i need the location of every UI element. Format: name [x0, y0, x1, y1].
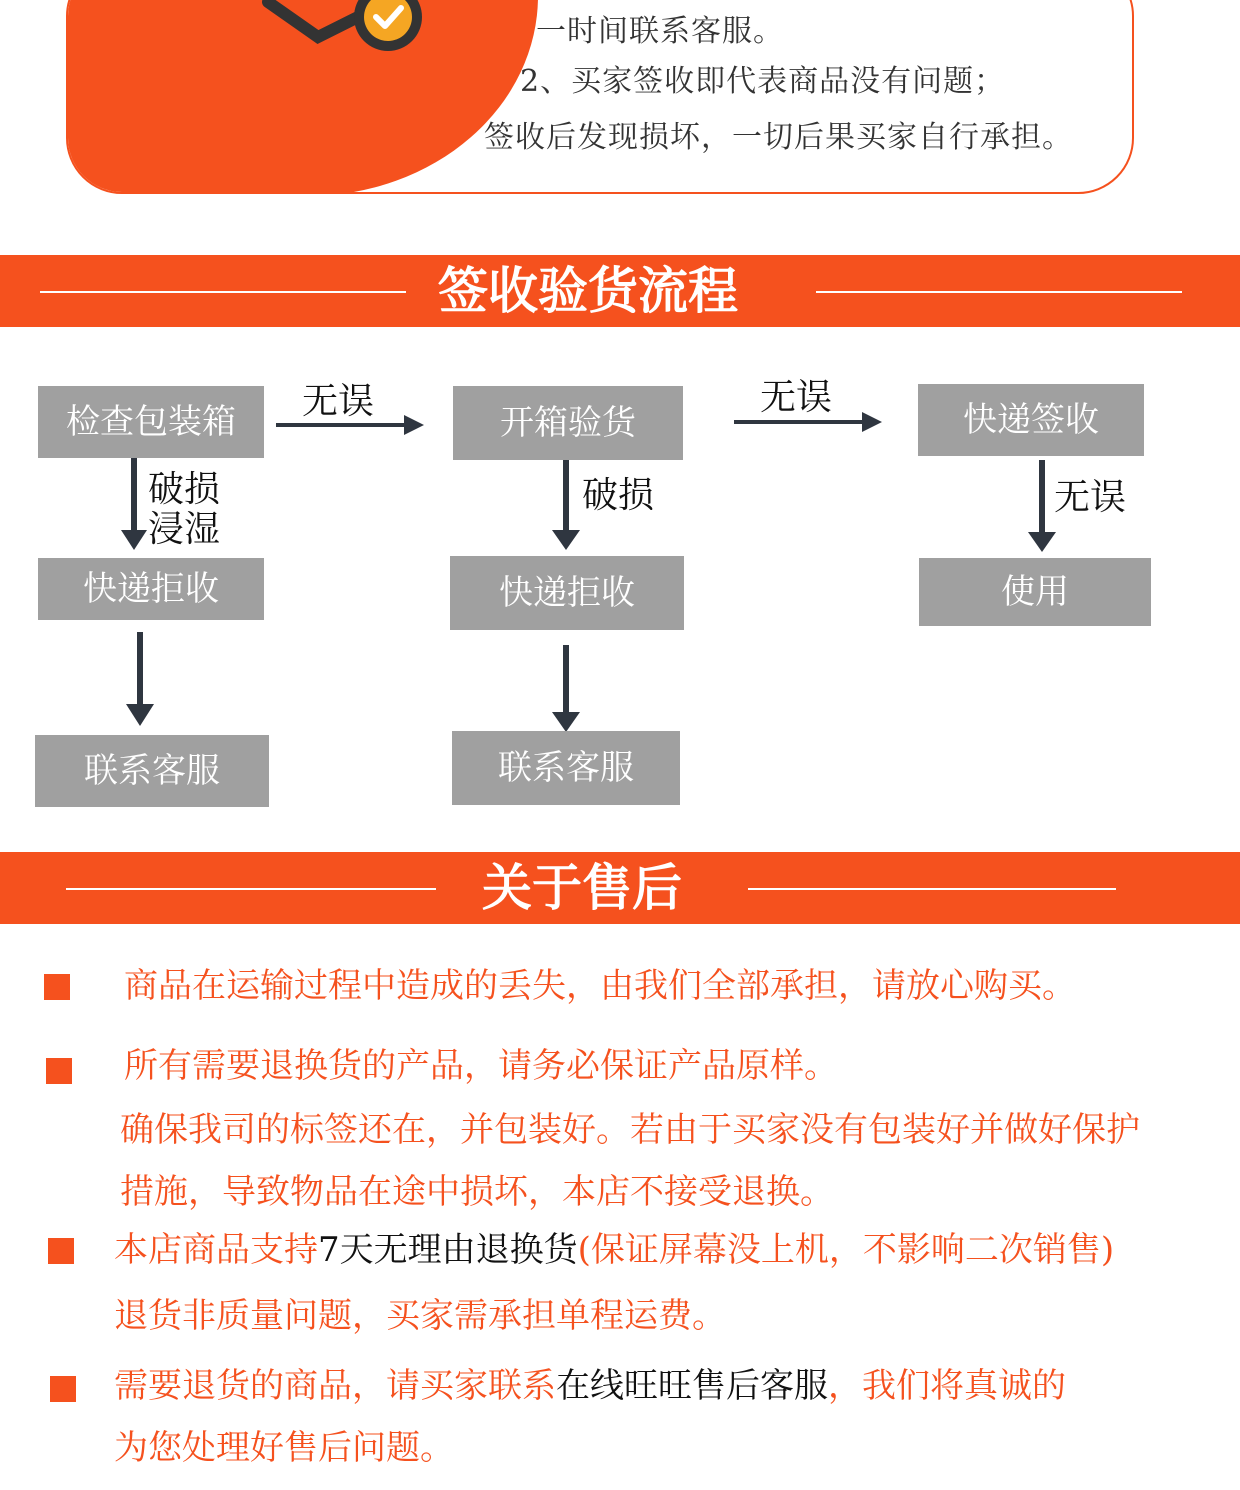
aftersale-item-3-line-1: [114, 1230, 1114, 1270]
flow-label-ok-3: 无误: [1054, 477, 1127, 518]
flow-label-damaged: 破损: [148, 469, 221, 510]
flow-box-contact-service-1: 联系客服: [35, 735, 269, 807]
notice-line-3: 签收后发现损坏，一切后果买家自行承担。: [484, 120, 1073, 155]
banner-rule-right: [748, 888, 1116, 890]
aftersale-item-2-line-3: 措施，导致物品在途中损坏，本店不接受退换。: [120, 1172, 834, 1212]
bullet-square: [46, 1058, 72, 1084]
aftersale-item-1: 商品在运输过程中造成的丢失，由我们全部承担，请放心购买。: [124, 966, 1076, 1006]
aftersale-item-3-part-a: 本店商品支持: [114, 1230, 318, 1270]
bullet-square: [44, 974, 70, 1000]
aftersale-item-4-part-c: ，我们将真诚的: [828, 1366, 1066, 1406]
bullet-square: [48, 1238, 74, 1264]
aftersale-section-title: 关于售后: [482, 859, 682, 917]
aftersale-item-2-line-2: 确保我司的标签还在，并包装好。若由于买家没有包装好并做好保护: [120, 1110, 1140, 1150]
flow-label-ok-2: 无误: [760, 377, 833, 418]
aftersale-section-banner: [0, 852, 1240, 924]
flow-box-check-package: 检查包装箱: [38, 386, 264, 458]
arrow-down-col2-1: [552, 460, 580, 550]
arrow-down-col2-2: [552, 645, 580, 732]
aftersale-item-4-part-b: 在线旺旺售后客服: [556, 1366, 828, 1406]
aftersale-item-3-line-2: 退货非质量问题，买家需承担单程运费。: [114, 1296, 726, 1336]
flow-box-courier-reject-2: 快递拒收: [450, 556, 684, 630]
flow-label-damaged-2: 破损: [582, 475, 655, 516]
flow-label-ok-1: 无误: [302, 381, 375, 422]
aftersale-item-4-line-1: [114, 1366, 1066, 1406]
aftersale-item-3-part-c: (保证屏幕没上机，不影响二次销售): [577, 1230, 1115, 1270]
flow-box-courier-sign: 快递签收: [918, 384, 1144, 456]
flow-label-wet: 浸湿: [148, 509, 221, 550]
banner-rule-left: [66, 888, 436, 890]
notice-line-1: 一时间联系客服。: [536, 14, 784, 49]
aftersale-item-2-line-1: 所有需要退换货的产品，请务必保证产品原样。: [124, 1046, 838, 1086]
flow-box-courier-reject-1: 快递拒收: [38, 558, 264, 620]
flow-box-open-inspect: 开箱验货: [453, 386, 683, 460]
flow-box-contact-service-2: 联系客服: [452, 731, 680, 805]
bullet-square: [50, 1376, 76, 1402]
arrow-down-col1-2: [126, 632, 154, 726]
arrow-down-col3-1: [1028, 460, 1056, 552]
notice-line-2: 2、买家签收即代表商品没有问题；: [520, 64, 1006, 99]
flow-section-title: 签收验货流程: [438, 262, 738, 320]
flow-box-use: 使用: [919, 558, 1151, 626]
aftersale-item-4-line-2: 为您处理好售后问题。: [114, 1428, 454, 1468]
arrow-down-col1-1: [121, 458, 147, 550]
aftersale-item-4-part-a: 需要退货的商品，请买家联系: [114, 1366, 556, 1406]
aftersale-item-3-part-b: 7天无理由退换货: [318, 1230, 578, 1270]
